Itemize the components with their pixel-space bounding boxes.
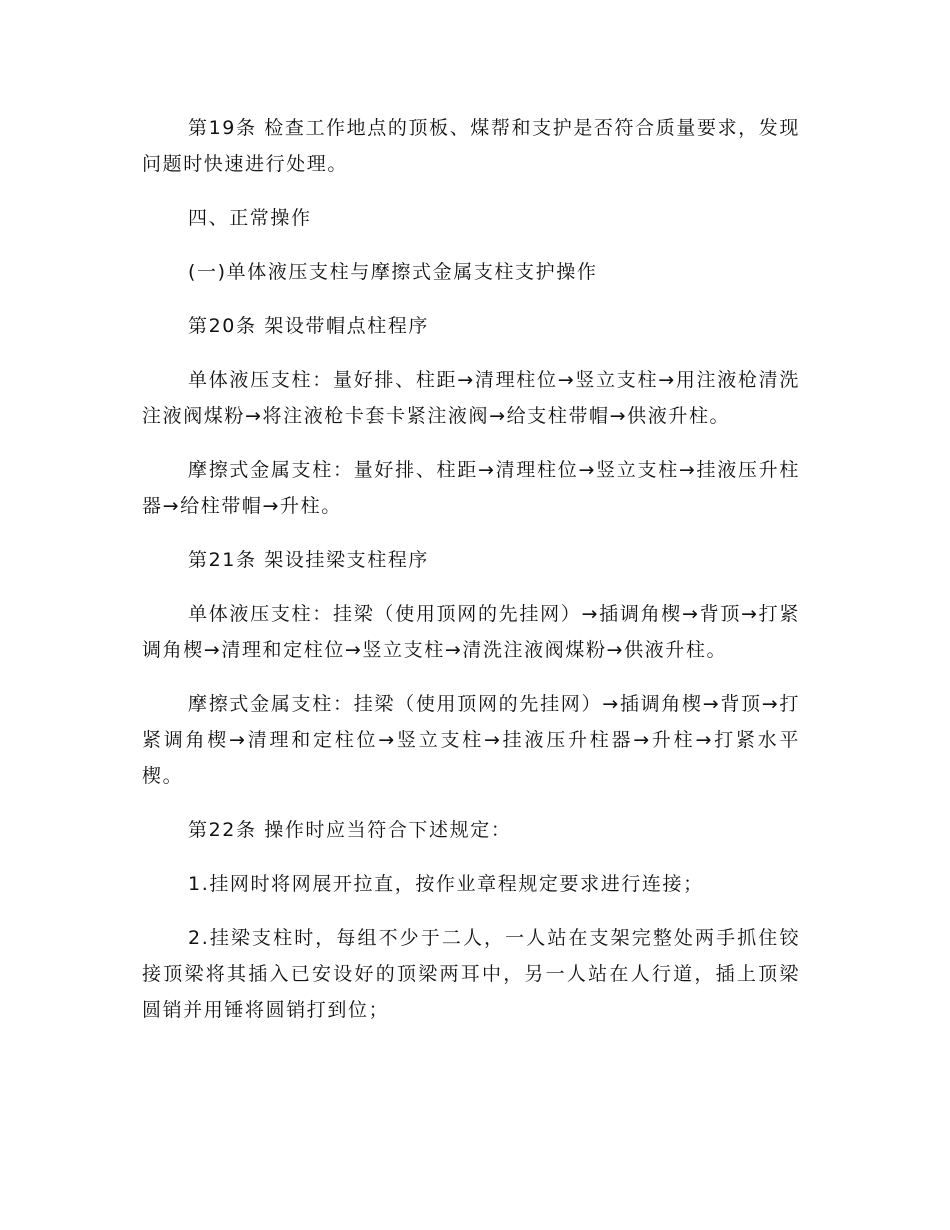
- article-21-friction-procedure: 摩擦式金属支柱：挂梁（使用顶网的先挂网）→插调角楔→背顶→打紧调角楔→清理和定柱位→竖立支柱→挂液压升柱器→升柱→打紧水平楔。: [142, 693, 800, 787]
- section-heading-normal-operation: 四、正常操作: [188, 207, 312, 229]
- article-20-hydraulic-procedure: 单体液压支柱：量好排、柱距→清理柱位→竖立支柱→用注液枪清洗注液阀煤粉→将注液枪卡套卡紧注液阀→给支柱带帽→供液升柱。: [142, 369, 800, 427]
- subsection-heading-support-operation: (一)单体液压支柱与摩擦式金属支柱支护操作: [188, 261, 598, 283]
- article-20-heading: 第20条 架设带帽点柱程序: [188, 315, 430, 337]
- article-22-rule-2: 2.挂梁支柱时，每组不少于二人，一人站在支架完整处两手抓住铰接顶梁将其插入已安设好的顶梁两耳中，另一人站在人行道，插上顶梁圆销并用锤将圆销打到位；: [142, 927, 800, 1021]
- article-21-heading: 第21条 架设挂梁支柱程序: [188, 549, 430, 571]
- article-20-friction-procedure: 摩擦式金属支柱：量好排、柱距→清理柱位→竖立支柱→挂液压升柱器→给柱带帽→升柱。: [142, 459, 800, 517]
- article-19-text: 第19条 检查工作地点的顶板、煤帮和支护是否符合质量要求，发现问题时快速进行处理。: [142, 117, 800, 175]
- article-22-rule-1: 1.挂网时将网展开拉直，按作业章程规定要求进行连接；: [188, 873, 704, 895]
- article-21-hydraulic-procedure: 单体液压支柱：挂梁（使用顶网的先挂网）→插调角楔→背顶→打紧调角楔→清理和定柱位→竖立支柱→清洗注液阀煤粉→供液升柱。: [142, 603, 800, 661]
- article-22-heading: 第22条 操作时应当符合下述规定：: [188, 819, 512, 841]
